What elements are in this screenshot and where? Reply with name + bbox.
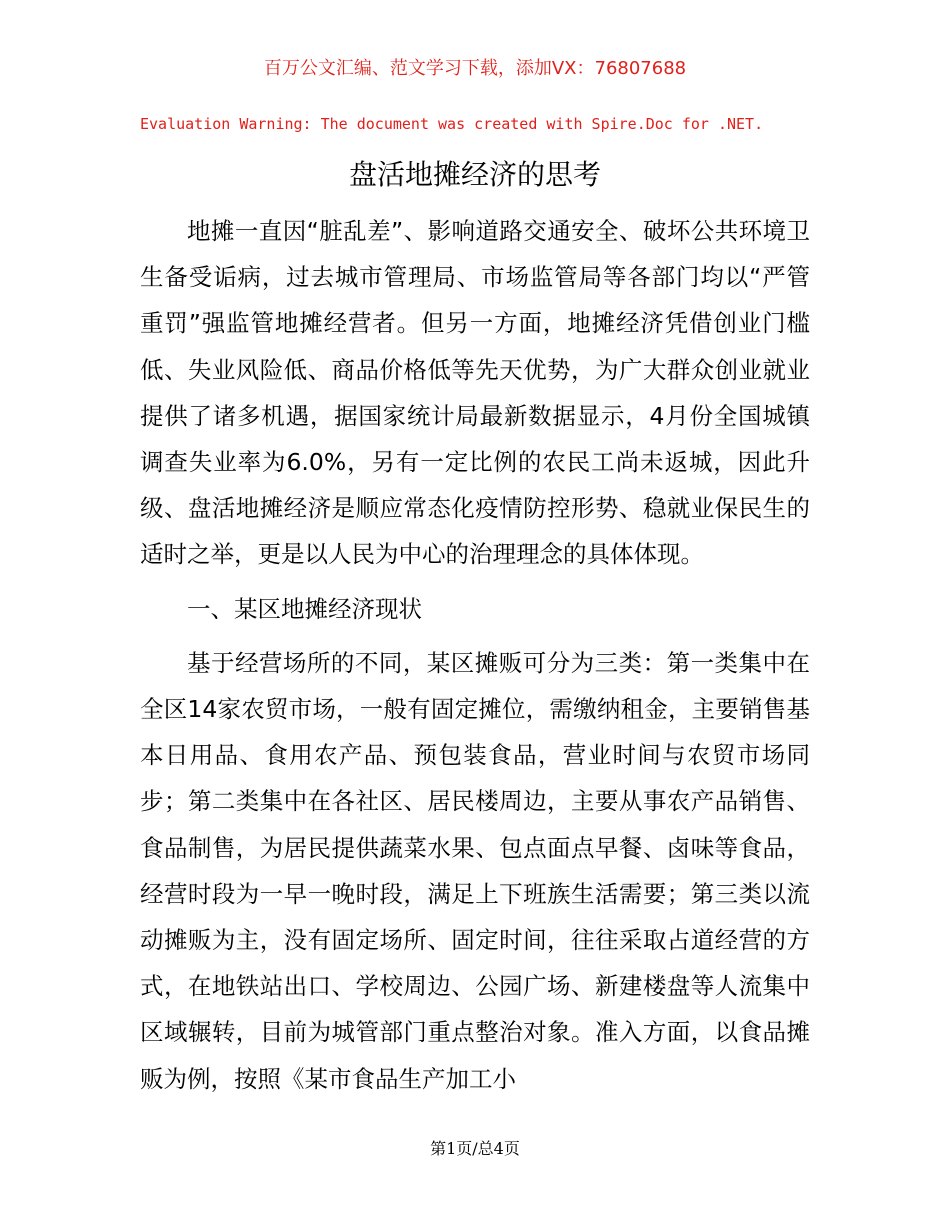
page-number: 第1页/总4页 (430, 1139, 520, 1158)
promo-banner: 百万公文汇编、范文学习下载，添加VX：76807688 (263, 58, 687, 79)
paragraph-intro: 地摊一直因“脏乱差”、影响道路交通安全、破坏公共环境卫生备受诟病，过去城市管理局、市场监管局等各部门均以“严管重罚”强监管地摊经营者。但另一方面，地摊经济凭借创业门槛低、失业风险低、商品价格低等先天优势，为广大群众创业就业提供了诸多机遇，据国家统计局最新数据显示，4月份全国城镇调查失业率为6.0%，另有一定比例的农民工尚未返城，因此升级、盘活地摊经济是顺应常态化疫情防控形势、稳就业保民生的适时之举，更是以人民为中心的治理理念的具体体现。 (140, 217, 810, 569)
evaluation-warning: Evaluation Warning: The document was created with Spire.Doc for .NET. (140, 115, 764, 133)
paragraph-status: 基于经营场所的不同，某区摊贩可分为三类：第一类集中在全区14家农贸市场，一般有固定摊位，需缴纳租金，主要销售基本日用品、食用农产品、预包装食品，营业时间与农贸市场同步；第二类集中在各社区、居民楼周边，主要从事农产品销售、食品制售，为居民提供蔬菜水果、包点面点早餐、卤味等食品，经营时段为一早一晚时段，满足上下班族生活需要；第三类以流动摊贩为主，没有固定场所、固定时间，往往采取占道经营的方式，在地铁站出口、学校周边、公园广场、新建楼盘等人流集中区域辗转，目前为城管部门重点整治对象。准入方面，以食品摊贩为例，按照《某市食品生产加工小 (140, 648, 810, 1093)
section-heading: 一、某区地摊经济现状 (187, 594, 422, 623)
document-body (140, 208, 810, 1102)
document-title: 盘活地摊经济的思考 (348, 158, 601, 191)
